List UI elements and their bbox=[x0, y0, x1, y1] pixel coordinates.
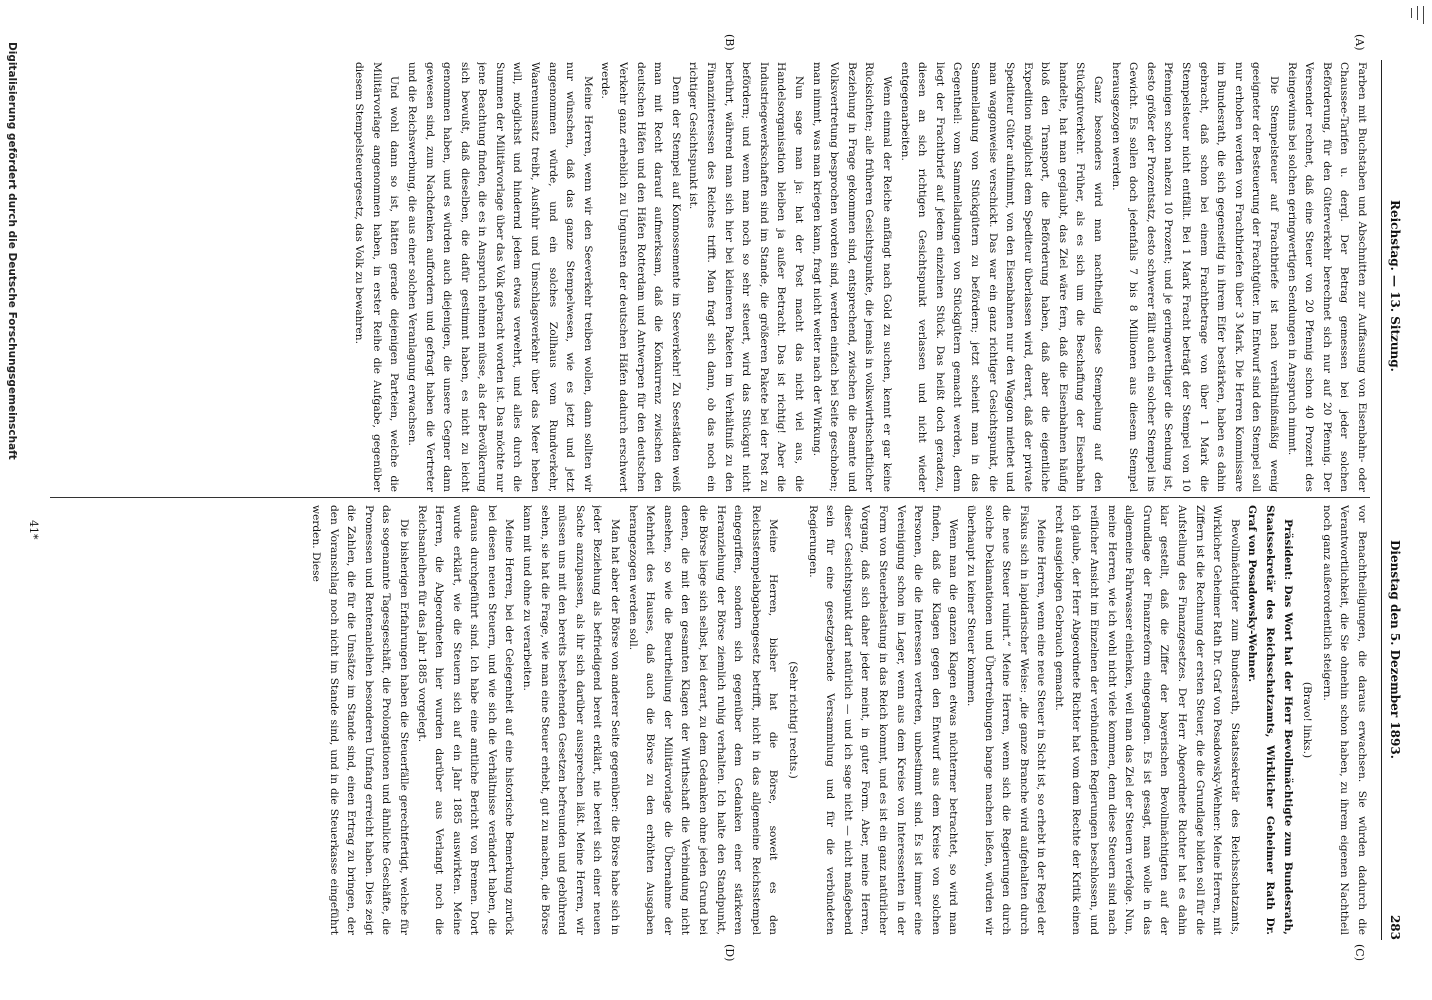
speech-paragraph: Meine Herren, bei der Gelegenheit auf eine historische Bemerkung zurück bei diesen neuen Steuern, und wie sich die Verhältnisse verändert haben, die daraus durchgeführt sind. Ich habe eine amtliche Bericht von Bremen. Dort wurde erklärt, wie die Steuern sich auf ein Jahr 1885 auswirkten. Meine Herren, die Abgeordneten hier wurden darüber aus Verlangt noch die Reichsanleihen für das Jahr 1885 vorgelegt. bbox=[415, 505, 516, 935]
paragraph: Farben mit Buchstaben und Abschnitten zur Auffassung von Eisenbahn- oder Chaussee-Tarifen u. dergl. Der Betrag gemessen bei jeder solchen Beförderung, für den Güterverkehr berechnet sich nur auf 20 Pfennig. Der Versender rechnet, daß eine Steuer von 20 Pfennig schon 40 Prozent des Reingewinns bei solchen geringwertigen Sendungen in Anspruch nimmt. bbox=[1285, 62, 1368, 492]
header-date: Dienstag den 5. Dezember 1893. bbox=[1388, 540, 1402, 759]
paragraph: Meine Herren, wenn wir den Seeverkehr treiben wollen, dann sollten wir nur wünschen, daß das ganze Stempelwesen, wie es jetzt und jetzt angenommen würde, und ein solches Zollhaus vom Rundverkehr, Waarenumsatz treibt, Ausfuhr und Umschlagsverkehr über das Meer heben will, möglichst und hindernd jedem etwas verwehrt, und alles durch die Summen der Militärvorlage über das Volk gebracht worden ist. Das möchte nur jene Beachtung finden, die es in Anspruch nehmen müsse, als der Bevölkerung sich bewußt, daß dieselben, die dafür gestimmt haben, es nicht zu leicht genommen haben, und es würden auch diejenigen, die unsere Gegner dann gewesen sind, zum Nachdenken auffordern und gefragt haben die Vertreter und die Reichswerbung, die aus einer solchen Veranlagung erwachsen. bbox=[405, 62, 594, 492]
speech-paragraph: Man hat aber der Börse von anderer Seite gegenüber: die Börse habe sich in jeder Beziehung als befriedigend bereit erklärt, nie bereit sich einer neuen Sache anzupassen, als ihr sich darüber aussprechen läßt. Meine Herren, wir müssen uns mit den bereits bestehenden Gesetzen befreunden und gebührend sehen, sie hat die Frage, wie man eine Steuer erhebt, gut zu machen, die Börse kann mit und ohne zu verarbeiten. bbox=[521, 505, 622, 935]
digitization-credit bbox=[4, 4, 18, 989]
margin-marker-c: (C) bbox=[1353, 944, 1366, 961]
speech-paragraph: Meine Herren, wenn eine neue Steuer in Sicht ist, so erhebt in der Regel der Fiskus sich in lapidarischer Weise: „die ganze Branche wird aufgehalten durch die neue Steuer ruinirt.“ Meine Herren, wenn sich die Regierungen durch solche Deklamationen und Übertreibungen bange machen ließen, würden wir überhaupt zu keiner Steuer kommen. bbox=[964, 505, 1048, 935]
scan-mark bbox=[1423, 6, 1424, 24]
speech-paragraph: Wenn man die ganzen Klagen etwas nüchterner betrachtet, so wird man finden, daß die Klagen gegen den Entwurf aus dem Kreise von solchen Personen, die die Interessen vertreten, unbestimmt sind. Es ist immer eine Vereinigung schon im Lager, wenn aus dem Kreise von Interessenten in der Form von Steuerbelastung in das Reich kommt, und es ist ein ganz natürlicher Vorgang, daß sich daher jeder meint, in guter Form. Aber, meine Herren, dieser Gesichtspunkt darf natürlich — und ich sage nicht — nicht maßgebend sein für eine gesetzgebende Versammlung und für die verbündeten Regierungen. bbox=[806, 505, 960, 935]
paragraph: Und wohl dann so ist, hätten gerade diejenigen Parteien, welche die Militärvorlage angenommen haben, in erster Reihe die Aufgabe, gegenüber diesem Stempelsteuergesetz, das Volk zu bewahren. bbox=[353, 62, 401, 492]
header-title: Reichstag. — 13. Sitzung. bbox=[1388, 200, 1402, 372]
speech-paragraph: Bevollmächtigter zum Bundesrath, Staatssekretär des Reichsschatzamts, Wirklicher Geheimer Rath Dr. Graf von Posadowsky-Wehner: Meine Herren, mit Ziffern ist die Rechnung der ersten Steuer, die die Grundlage bilden soll für die Aufstellung des Finanzgesetzes. Der Herr Abgeordnete Richter hat es dahin klar gestellt, daß die Ziffer der bayerischen Bevollmächtigten auf der Grundlage der Finanzreform eingegangen. Es ist gesagt, man wolle in das allgemeine Fahrwasser einlenken, weil man das Ziel der Steuern verfolge. Nun, meine Herren, wie ich wohl nicht viele kommen, denn diese Steuern sind nach reiflicher Ansicht im Einzelnen der verbündeten Regierungen beschlossen, und ich glaube, der Herr Abgeordnete Richter hat vom dem Rechte der Kritik einen recht ausgiebigen Gebrauch gemacht. bbox=[1052, 505, 1241, 935]
chair-announcement: Präsident: Das Wort hat der Herr Bevollmächtigte zum Bundesrath, Staatssekretär des Reichsschatzamts, Wirklicher Geheimer Rath Dr. Graf von Posadowsky-Wehner. bbox=[1246, 505, 1294, 935]
paragraph: Denn der Stempel auf Konnossemente im Seeverkehr! Zu Seestädten weiß man mit Recht darauf aufmerksam, daß die Konkurrenz zwischen den deutschen Häfen und den Häfen Rotterdam und Antwerpen für den deutschen Verkehr ganz erheblich zu Ungunsten der deutschen Häfen dadurch erschwert werde. bbox=[599, 62, 682, 492]
scan-mark bbox=[1411, 8, 1412, 18]
paragraph: vor Benachtheiligungen, die daraus erwachsen. Sie würden dadurch die Verantwortlichkeit, die Sie ohnehin schon haben, zu ihrem eigenen Nachtheil noch ganz außerordentlich steigern. bbox=[1320, 505, 1368, 935]
digitization-credit-text: Digitalisierung gefördert durch die Deutsche Forschungsgemeinschaft bbox=[6, 42, 18, 460]
left-column bbox=[50, 62, 1370, 492]
paragraph: Ganz besonders wird man nachtheilig diese Stempelung auf den Stückgutverkehr. Früher, als es sich um die Beschaffung der Eisenbahn handelte, hat man geglaubt, das Ziel wäre fern, daß die Eisenbahnen häufig bloß den Transport, die Beförderung haben, daß aber die eigentliche Expedition möglichst dem Spediteur überlassen wird, derart, daß der private Spediteur Güter aufnimmt, von den Eisenbahnen nur den Waggon miethet und man waggonweise verschickt. Das war ein ganz richtiger Gesichtspunkt, die Sammelladung von Stückgütern zu befördern; jetzt scheint man in das Gegentheil: vom Sammelladungen von Stückgütern gemacht werden, denn liegt der Frachtbrief auf jedem einzelnen Stück. Das heißt doch geradezu, diesen an sich richtigen Gesichtspunkt verlassen und nicht wieder entgegenarbeiten. bbox=[898, 62, 1105, 492]
scan-mark bbox=[1417, 6, 1418, 20]
right-column bbox=[50, 505, 1370, 935]
column-divider bbox=[50, 497, 1370, 498]
header-rule bbox=[1381, 60, 1382, 940]
running-header bbox=[1382, 70, 1402, 940]
paragraph: Wenn einmal der Reiche anfängt nach Gold zu suchen, kennt er gar keine Rücksichten; alle früheren Gesichtspunkte, die jemals in volkswirthschaftlicher Beziehung in Frage gekommen sind, entsprechend, zwischen die Beamte und Volksvertretung besprochen worden sind, werden einfach bei Seite geschoben; man nimmt, was man kriegen kann, fragt nicht weiter nach der Wirkung. bbox=[810, 62, 893, 492]
speech-paragraph: Die bisherigen Erfahrungen haben die Steuerfälle gerechtfertigt, welche für das sogenannte Tagesgeschäft, die Prolongationen und ähnliche Geschäfte, die Promessen und Rentenanleihen besonderen Umfang erreicht haben. Dies zeigt die Zahlen, die für die Umsätze im Stande sind, einen Ertrag zu bringen, der den Voranschlag noch nicht im Stande sind, und in die Steuerkasse eingeführt werden. Diese bbox=[309, 505, 410, 935]
margin-marker-d: (D) bbox=[723, 944, 736, 962]
margin-marker-b: (B) bbox=[723, 34, 736, 51]
reaction-note: (Sehr richtig! rechts.) bbox=[787, 661, 799, 779]
paragraph: Nun sage man ja: hat der Post macht das nicht viel aus, die Handelsorganisation bleiben ja außer Betracht. Das ist richtig! Aber die Industriegewerkschaften sind im Stande, die größeren Pakete bei der Post zu befördern; und wenn man noch so sehr steuert, wird das Stückgut nicht berührt, während man sich hier bei kleineren Paketen im Verhältniß zu den Finanzinteressen des Reiches trifft. Man fragt sich dann, ob das noch ein richtiger Gesichtspunkt ist. bbox=[687, 62, 805, 492]
margin-marker-a: (A) bbox=[1353, 34, 1366, 51]
paragraph: Die Stempelsteuer auf Frachtbriefe ist nach verhältnißmäßig wenig geeigneter der Besteuerung der Frachtgüter. Im Entwurf sind den Stempel soll nur erhoben werden von Frachtbriefen über 3 Mark. Die Herren Kommissare im Bundesrath, die sich gegenseitig in ihrem Eifer bestärken, haben es dahin gebracht, daß schon bei einem Frachtbetrage von über 1 Mark die Stempelsteuer nicht entfällt. Bei 1 Mark Fracht beträgt der Stempel von 10 Pfennigen schon nahezu 10 Prozent; und je geringwerthiger die Sendung ist, desto größer der Prozentsatz, desto schwerer fällt auch ein solcher Stempel ins Gewicht. Es sollen doch jedenfalls 7 bis 8 Millionen aus diesem Stempel herausgezogen werden. bbox=[1109, 62, 1281, 492]
folio-mark: 41* bbox=[27, 520, 40, 540]
reaction-note: (Bravo! links.) bbox=[1301, 681, 1314, 759]
page-number: 283 bbox=[1388, 914, 1402, 940]
speech-paragraph: Meine Herren, bisher hat die Börse, soweit es den Reichsstempelabgabengesetz betrifft, nicht in das allgemeine Reichsstempel eingegriffen, sondern sich gegenüber dem Gedanken einer stärkeren Heranziehung der Börse ziemlich ruhig verhalten. Ich halte den Standpunkt, die Börse liege sich selbst, bei derart, zu dem Gedanken ohne jeden Grund bei denen, die mit den gesamten Klagen der Wirthschaft die Verbindung nicht ansehen, so wie die Beurtheilung der Militärvorlage die Übernahme der Mehrheit des Hauses, daß auch die Börse zu den erhöhten Ausgaben herangezogen werden soll. bbox=[626, 505, 780, 935]
